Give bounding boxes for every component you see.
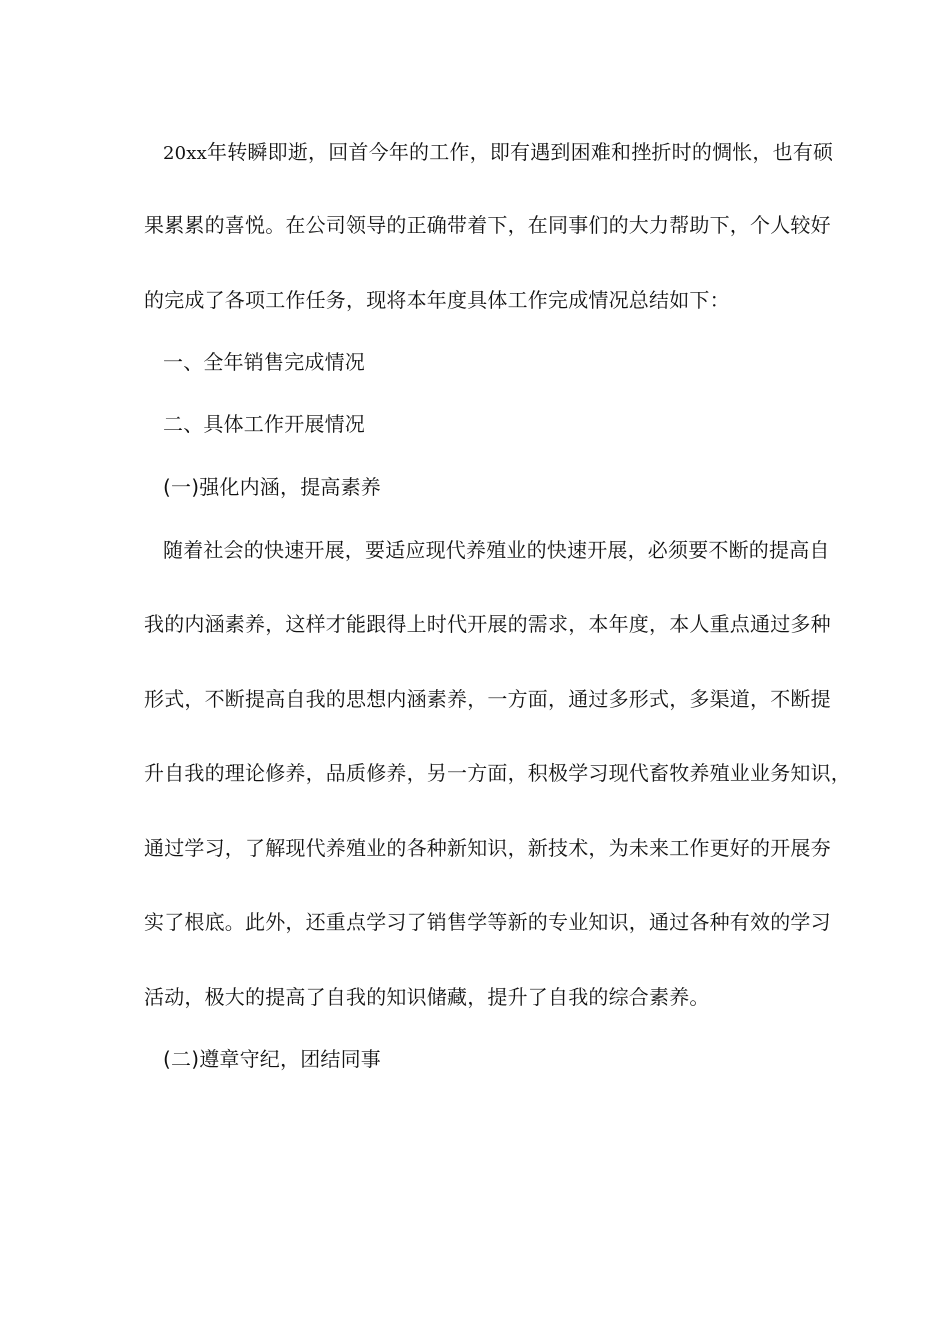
- subsection-heading-2: (二)遵章守纪，团结同事: [163, 1047, 382, 1071]
- paragraph-line: 升自我的理论修养，品质修养，另一方面，积极学习现代畜牧养殖业业务知识，: [144, 761, 851, 785]
- section-heading-2: 二、具体工作开展情况: [163, 412, 365, 436]
- paragraph-line: 通过学习，了解现代养殖业的各种新知识，新技术，为未来工作更好的开展夯: [144, 836, 831, 860]
- paragraph-line: 果累累的喜悦。在公司领导的正确带着下，在同事们的大力帮助下，个人较好: [144, 213, 831, 237]
- paragraph-line: 的完成了各项工作任务，现将本年度具体工作完成情况总结如下：: [144, 288, 730, 312]
- paragraph-line: 随着社会的快速开展，要适应现代养殖业的快速开展，必须要不断的提高自: [163, 538, 830, 562]
- paragraph-line: [163, 138, 833, 168]
- paragraph-line: 形式，不断提高自我的思想内涵素养，一方面，通过多形式，多渠道，不断提: [144, 687, 831, 711]
- paragraph-text: 年转瞬即逝，回首今年的工作，即有遇到困难和挫折时的惆怅，也有硕: [207, 140, 834, 164]
- paragraph-line: 我的内涵素养，这样才能跟得上时代开展的需求，本年度，本人重点通过多种: [144, 612, 831, 636]
- section-heading-1: 一、全年销售完成情况: [163, 350, 365, 374]
- paragraph-line: 活动，极大的提高了自我的知识储藏，提升了自我的综合素养。: [144, 985, 710, 1009]
- subsection-heading-1: (一)强化内涵，提高素养: [163, 475, 382, 499]
- year-text: 20xx: [163, 143, 208, 164]
- paragraph-line: 实了根底。此外，还重点学习了销售学等新的专业知识，通过各种有效的学习: [144, 910, 831, 934]
